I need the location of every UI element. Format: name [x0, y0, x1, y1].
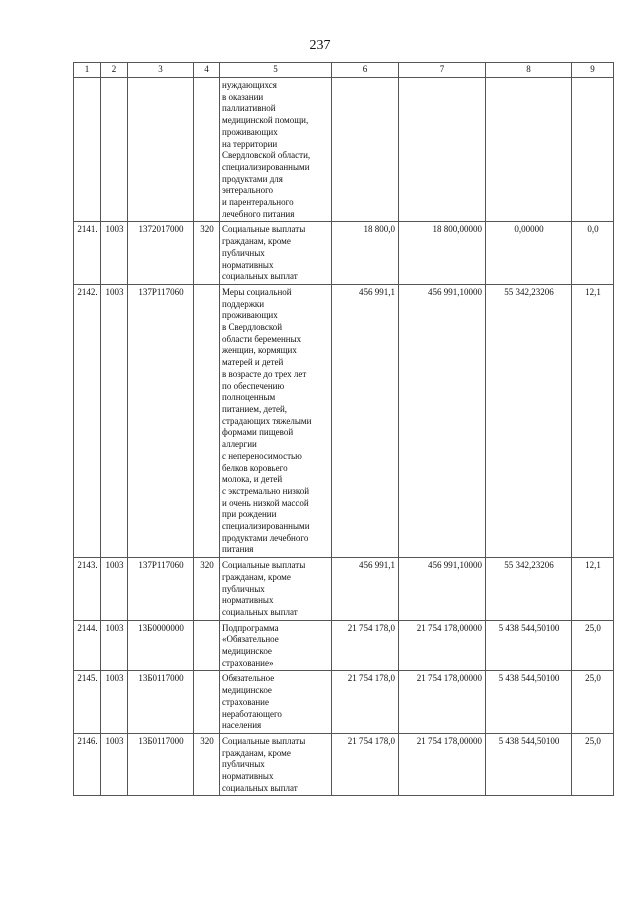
row-number-cell: 2141.: [74, 222, 101, 285]
amount-cell: 21 754 178,0: [332, 620, 399, 671]
expense-type-cell: 320: [194, 558, 220, 621]
table-row: [74, 284, 614, 557]
column-header: 9: [572, 63, 614, 78]
table-row: [74, 558, 614, 621]
target-code-cell: 13Б0117000: [128, 733, 194, 796]
section-code-cell: [101, 78, 128, 222]
description-cell: Подпрограмма «Обязательное медицинское страхование»: [220, 620, 332, 671]
budget-table: [73, 62, 614, 796]
expense-type-cell: 320: [194, 222, 220, 285]
amount-precise-cell: 18 800,00000: [399, 222, 486, 285]
column-header: 6: [332, 63, 399, 78]
column-header: 5: [220, 63, 332, 78]
amount-precise-cell: [399, 78, 486, 222]
percent-cell: 12,1: [572, 558, 614, 621]
row-number-cell: 2143.: [74, 558, 101, 621]
table-row: [74, 78, 614, 222]
column-header: 2: [101, 63, 128, 78]
column-header: 4: [194, 63, 220, 78]
percent-cell: 25,0: [572, 620, 614, 671]
table-row: [74, 620, 614, 671]
target-code-cell: 1372017000: [128, 222, 194, 285]
expense-type-cell: [194, 78, 220, 222]
executed-amount-cell: 5 438 544,50100: [486, 733, 572, 796]
section-code-cell: 1003: [101, 733, 128, 796]
executed-amount-cell: 5 438 544,50100: [486, 620, 572, 671]
amount-precise-cell: 21 754 178,00000: [399, 733, 486, 796]
percent-cell: 25,0: [572, 733, 614, 796]
percent-cell: 0,0: [572, 222, 614, 285]
page-number: 237: [309, 38, 331, 53]
amount-cell: 21 754 178,0: [332, 671, 399, 734]
row-number-cell: 2145.: [74, 671, 101, 734]
table-header-row: [74, 63, 614, 78]
section-code-cell: 1003: [101, 222, 128, 285]
column-header: 8: [486, 63, 572, 78]
column-header: 7: [399, 63, 486, 78]
section-code-cell: 1003: [101, 284, 128, 557]
executed-amount-cell: 55 342,23206: [486, 284, 572, 557]
section-code-cell: 1003: [101, 558, 128, 621]
amount-cell: [332, 78, 399, 222]
target-code-cell: 13Б0117000: [128, 671, 194, 734]
executed-amount-cell: 55 342,23206: [486, 558, 572, 621]
executed-amount-cell: 5 438 544,50100: [486, 671, 572, 734]
description-cell: Социальные выплаты гражданам, кроме публичных нормативных социальных выплат: [220, 733, 332, 796]
percent-cell: [572, 78, 614, 222]
description-cell: Меры социальной поддержки проживающих в Свердловской области беременных женщин, кормящих матерей и детей в возрасте до трех лет по обеспечению полноценным питанием, детей, страдающих тяжелыми формами пищевой аллергии с непереносимостью белков коровьего молока, и детей с экстремально низкой и очень низкой массой при рождении специализированными продуктами лечебного питания: [220, 284, 332, 557]
table-row: [74, 733, 614, 796]
row-number-cell: 2144.: [74, 620, 101, 671]
section-code-cell: 1003: [101, 671, 128, 734]
percent-cell: 12,1: [572, 284, 614, 557]
description-cell: Социальные выплаты гражданам, кроме публичных нормативных социальных выплат: [220, 222, 332, 285]
target-code-cell: 137P117060: [128, 558, 194, 621]
expense-type-cell: [194, 671, 220, 734]
expense-type-cell: 320: [194, 733, 220, 796]
amount-precise-cell: 21 754 178,00000: [399, 620, 486, 671]
table-row: [74, 671, 614, 734]
target-code-cell: 13Б0000000: [128, 620, 194, 671]
amount-cell: 456 991,1: [332, 558, 399, 621]
amount-cell: 21 754 178,0: [332, 733, 399, 796]
executed-amount-cell: 0,00000: [486, 222, 572, 285]
table-row: [74, 222, 614, 285]
section-code-cell: 1003: [101, 620, 128, 671]
amount-precise-cell: 456 991,10000: [399, 284, 486, 557]
description-cell: Обязательное медицинское страхование неработающего населения: [220, 671, 332, 734]
amount-cell: 456 991,1: [332, 284, 399, 557]
column-header: 1: [74, 63, 101, 78]
description-cell: нуждающихся в оказании паллиативной медицинской помощи, проживающих на территории Свердловской области, специализированными продуктами для энтерального и парентерального лечебного питания: [220, 78, 332, 222]
target-code-cell: 137P117060: [128, 284, 194, 557]
row-number-cell: 2142.: [74, 284, 101, 557]
amount-precise-cell: 21 754 178,00000: [399, 671, 486, 734]
amount-cell: 18 800,0: [332, 222, 399, 285]
amount-precise-cell: 456 991,10000: [399, 558, 486, 621]
row-number-cell: 2146.: [74, 733, 101, 796]
percent-cell: 25,0: [572, 671, 614, 734]
description-cell: Социальные выплаты гражданам, кроме публичных нормативных социальных выплат: [220, 558, 332, 621]
row-number-cell: [74, 78, 101, 222]
expense-type-cell: [194, 620, 220, 671]
executed-amount-cell: [486, 78, 572, 222]
expense-type-cell: [194, 284, 220, 557]
column-header: 3: [128, 63, 194, 78]
target-code-cell: [128, 78, 194, 222]
